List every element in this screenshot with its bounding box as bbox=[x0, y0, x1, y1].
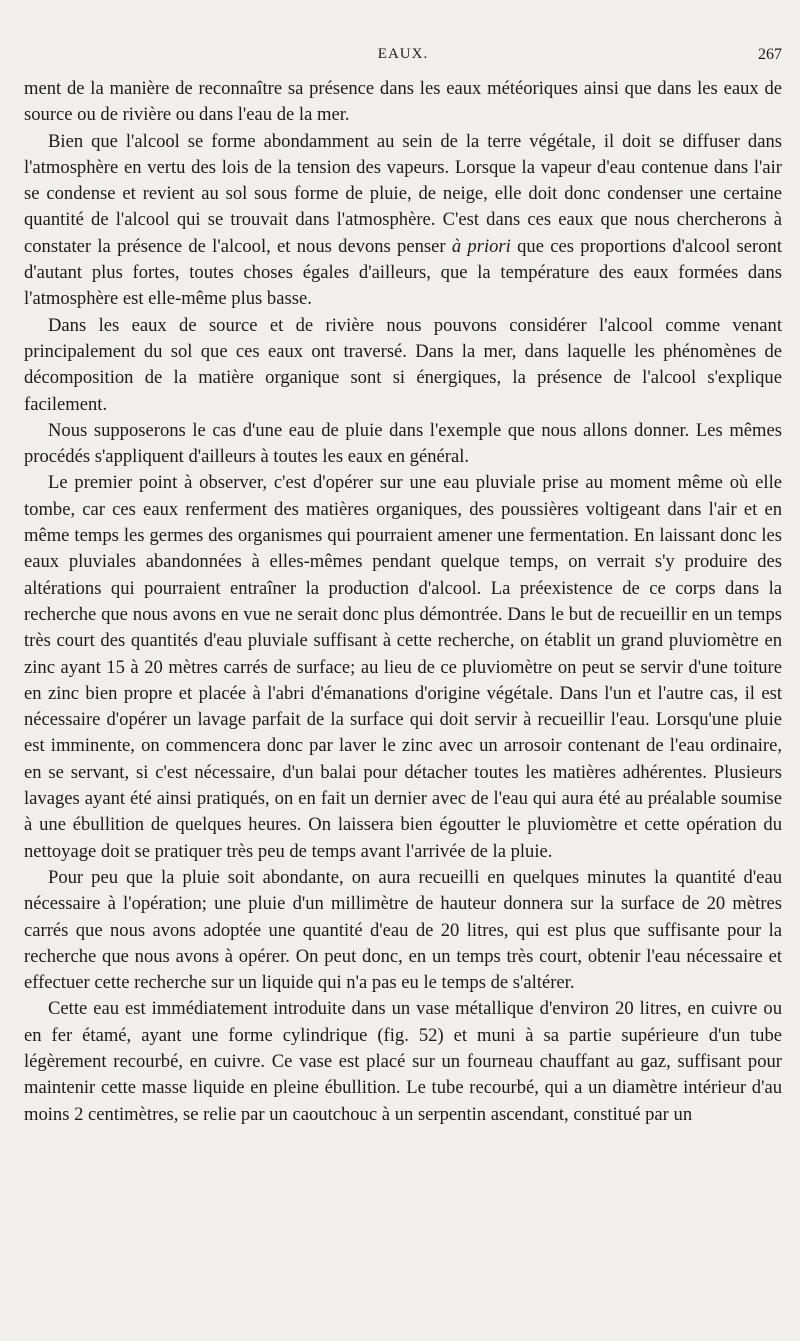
paragraph-7 bbox=[24, 996, 782, 1127]
paragraph-2-text-after: que ces proportions d'alcool seront d'autant plus fortes, toutes choses égales d'ailleurs, que la température des eaux formées dans l'atmosphère est elle-même plus basse. bbox=[24, 235, 782, 310]
paragraph-1-text: ment de la manière de reconnaître sa présence dans les eaux météoriques ainsi que dans les eaux de source ou de rivière ou dans l'eau de la mer. bbox=[24, 78, 782, 126]
paragraph-6 bbox=[24, 865, 782, 996]
emphasis-a-priori: à priori bbox=[451, 235, 511, 257]
paragraph-2-text: Bien que l'alcool se forme abondamment au sein de la terre végétale, il doit se diffuser dans l'atmosphère en vertu des lois de la tension des vapeurs. Lorsque la vapeur d'eau contenue dans l'air se condense et revient au sol sous forme de pluie, de neige, elle doit donc condenser une certaine quantité de l'alcool qui se trouvait dans l'atmosphère. C'est dans ces eaux que nous chercherons à constater la présence de l'alcool, et nous devons penser bbox=[24, 130, 782, 257]
body-text bbox=[24, 76, 782, 1128]
page-header bbox=[24, 46, 782, 76]
book-page bbox=[24, 46, 782, 1128]
paragraph-3 bbox=[24, 313, 782, 418]
running-title: EAUX. bbox=[377, 46, 429, 62]
paragraph-2 bbox=[24, 129, 782, 313]
paragraph-7-text: Cette eau est immédiatement introduite dans un vase métallique d'environ 20 litres, en cuivre ou en fer étamé, ayant une forme cylindrique (fig. 52) et muni à sa partie supérieure d'un tube légèrement recourbé, en cuivre. Ce vase est placé sur un fourneau chauffant au gaz, suffisant pour maintenir cette masse liquide en pleine ébullition. Le tube recourbé, qui a un diamètre intérieur d'au moins 2 centimètres, se relie par un caoutchouc à un serpentin ascendant, constitué par un bbox=[24, 998, 782, 1125]
paragraph-6-text: Pour peu que la pluie soit abondante, on aura recueilli en quelques minutes la quantité d'eau nécessaire à l'opération; une pluie d'un millimètre de hauteur donnera sur la surface de 20 mètres carrés que nous avons adoptée une quantité d'eau de 20 litres, qui est plus que suffisante pour la recherche que nous avons à opérer. On peut donc, en un temps très court, obtenir l'eau nécessaire et effectuer cette recherche sur un liquide qui n'a pas eu le temps de s'altérer. bbox=[24, 866, 782, 994]
paragraph-4-text: Nous supposerons le cas d'une eau de pluie dans l'exemple que nous allons donner. Les mêmes procédés s'appliquent d'ailleurs à toutes les eaux en général. bbox=[24, 419, 782, 468]
paragraph-5 bbox=[24, 470, 782, 864]
paragraph-3-text: Dans les eaux de source et de rivière nous pouvons considérer l'alcool comme venant principalement du sol que ces eaux ont traversé. Dans la mer, dans laquelle les phénomènes de décomposition de la matière organique sont si énergiques, la présence de l'alcool s'explique facilement. bbox=[24, 314, 782, 415]
paragraph-4 bbox=[24, 418, 782, 471]
paragraph-5-text: Le premier point à observer, c'est d'opérer sur une eau pluviale prise au moment même où elle tombe, car ces eaux renferment des matières organiques, des poussières voltigeant dans l'air et en même temps les germes des organismes qui pourraient amener une fermentation. En laissant donc les eaux pluviales abandonnées à elles-mêmes pendant quelque temps, on verrait s'y produire des altérations qui pourraient entraîner la production d'alcool. La préexistence de ce corps dans la recherche que nous avons en vue ne serait donc plus démontrée. Dans le but de recueillir en un temps très court des quantités d'eau pluviale suffisant à cette recherche, on établit un grand pluviomètre en zinc ayant 15 à 20 mètres carrés de surface; au lieu de ce pluviomètre on peut se servir d'une toiture en zinc bien propre et placée à l'abri d'émanations d'origine végétale. Dans l'un et l'autre cas, il est nécessaire d'opérer un lavage parfait de la surface qui doit servir à recueillir l'eau. Lorsqu'une pluie est imminente, on commencera donc par laver le zinc avec un arrosoir contenant de l'eau ordinaire, en se servant, si c'est nécessaire, d'un balai pour détacher toutes les matières adhérentes. Plusieurs lavages ayant été ainsi pratiqués, on en fait un dernier avec de l'eau qui aura été au préalable soumise à une ébullition de quelques heures. On laissera bien égoutter le pluviomètre et cette opération du nettoyage doit se pratiquer très peu de temps avant l'arrivée de la pluie. bbox=[24, 472, 782, 862]
page-number: 267 bbox=[758, 46, 782, 63]
paragraph-1 bbox=[24, 76, 782, 129]
